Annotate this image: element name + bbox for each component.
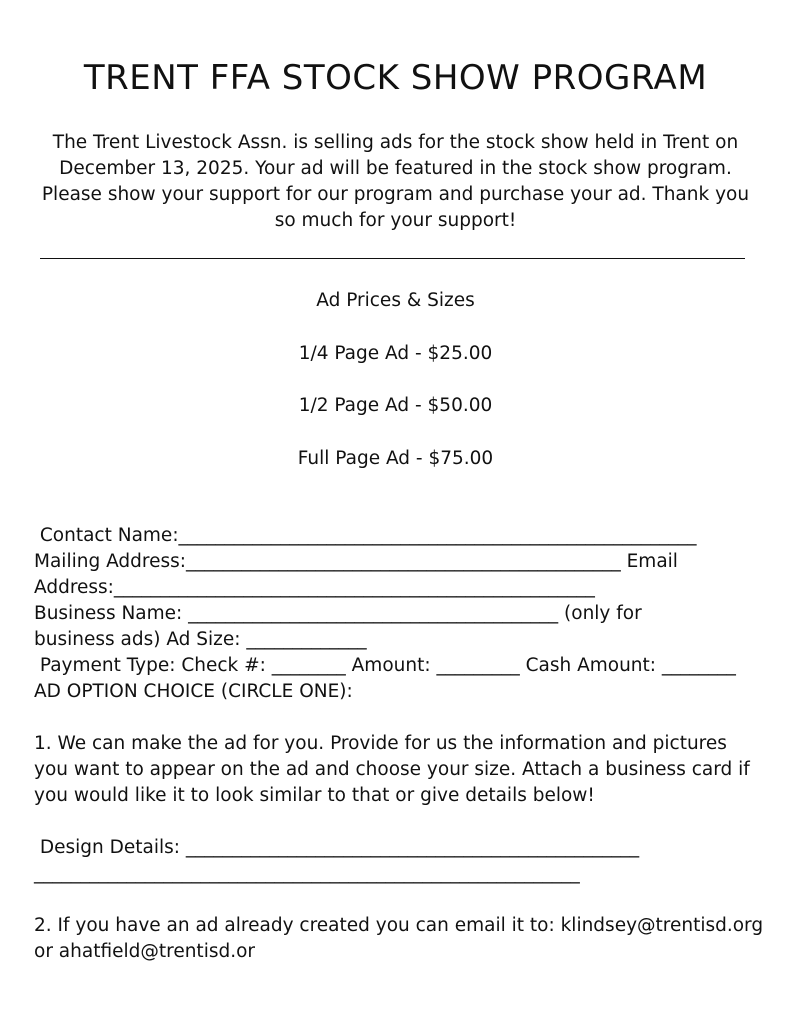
contact-name-field[interactable]: Contact Name:________________________________________________________: [34, 525, 697, 546]
intro-line: so much for your support!: [274, 210, 517, 231]
intro-line: Please show your support for our program and purchase your ad. Thank you: [41, 184, 750, 205]
price-half-page: 1/2 Page Ad - $50.00: [298, 395, 493, 416]
email-address-field[interactable]: Address:____________________________________________________: [34, 577, 595, 598]
intro-line: The Trent Livestock Assn. is selling ads for the stock show held in Trent on: [52, 132, 739, 153]
intro-paragraph: [32, 130, 759, 234]
business-name-field[interactable]: Business Name: ________________________________________ (only for: [34, 603, 642, 624]
payment-type-field[interactable]: Payment Type: Check #: ________ Amount: _________ Cash Amount: ________: [34, 655, 736, 676]
ad-option-heading: AD OPTION CHOICE (CIRCLE ONE):: [34, 681, 353, 702]
page-title: TRENT FFA STOCK SHOW PROGRAM: [83, 58, 708, 98]
prices-heading: Ad Prices & Sizes: [316, 290, 475, 311]
ad-prices-section: [0, 288, 791, 498]
ad-size-field[interactable]: business ads) Ad Size: _____________: [34, 629, 367, 650]
order-form: [34, 523, 764, 965]
option-2-text: or ahatfield@trentisd.or: [34, 941, 256, 962]
option-1-text: you would like it to look similar to that or give details below!: [34, 785, 595, 806]
divider-line: [40, 258, 745, 259]
mailing-address-field[interactable]: Mailing Address:_______________________________________________ Email: [34, 551, 678, 572]
design-details-line[interactable]: ___________________________________________________________: [34, 863, 580, 884]
intro-line: December 13, 2025. Your ad will be featured in the stock show program.: [59, 158, 732, 179]
option-1-text: 1. We can make the ad for you. Provide for us the information and pictures: [34, 733, 727, 754]
price-full-page: Full Page Ad - $75.00: [297, 447, 494, 469]
design-details-field[interactable]: Design Details: _________________________________________________: [34, 837, 640, 858]
option-2-text: 2. If you have an ad already created you can email it to: klindsey@trentisd.org: [34, 915, 764, 936]
price-quarter-page: 1/4 Page Ad - $25.00: [298, 342, 493, 364]
option-1-text: you want to appear on the ad and choose your size. Attach a business card if: [34, 759, 750, 780]
